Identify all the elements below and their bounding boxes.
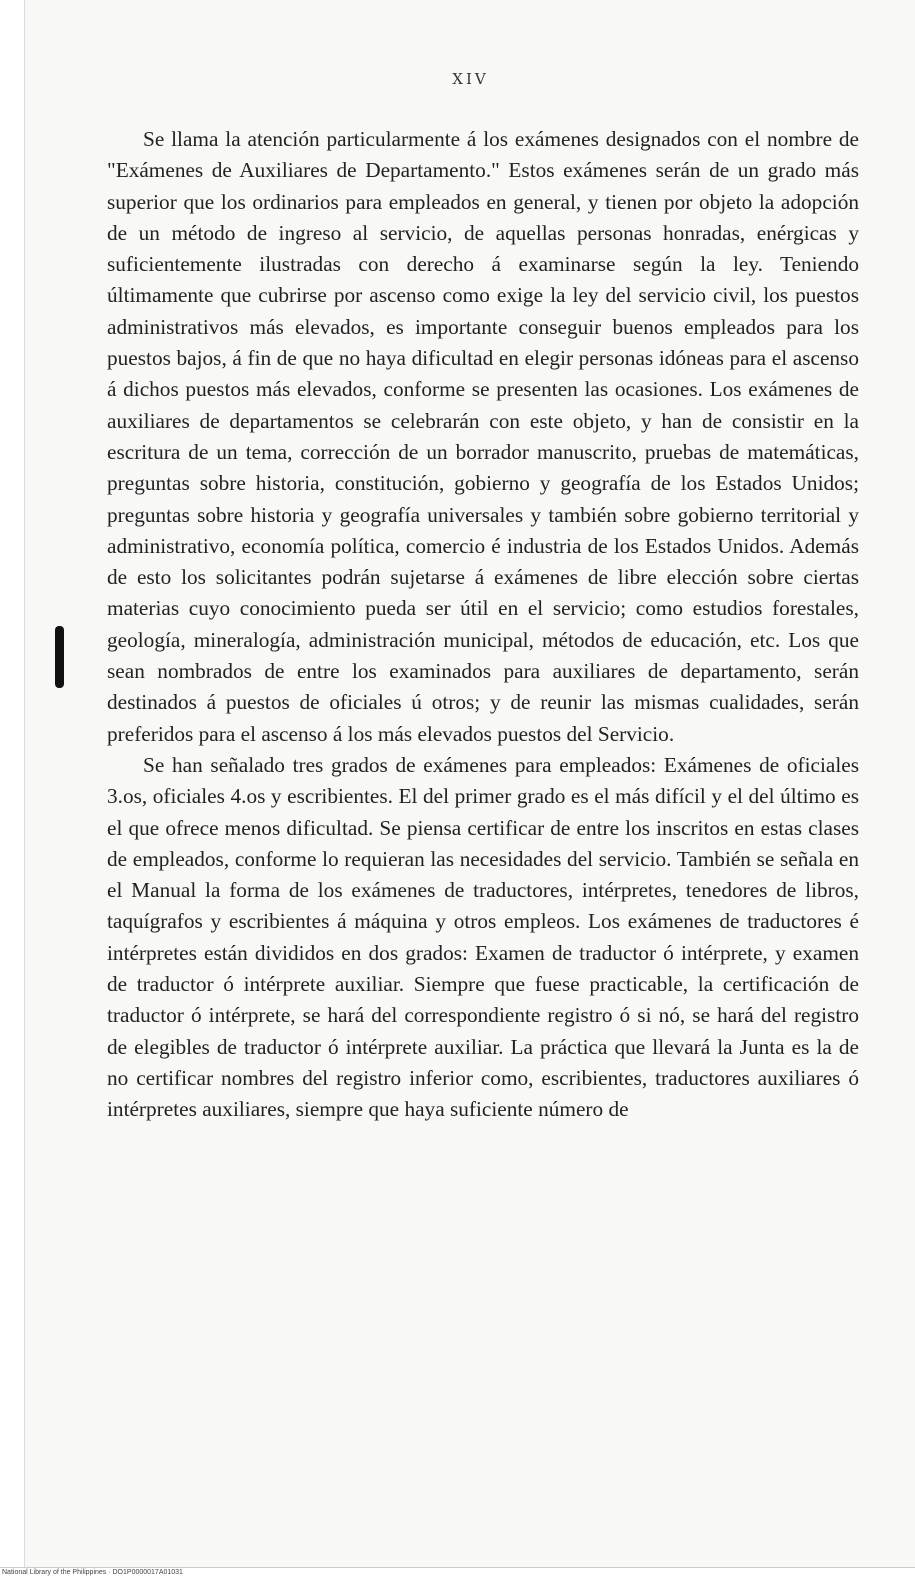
paragraph-grados: Se han señalado tres grados de exámenes para empleados: Exámenes de oficiales 3.os, oficiales 4.os y escribientes. El del primer grado es el más difícil y el del último es el que ofrece menos dificultad. Se piensa certificar de entre los inscritos en estas clases de empleados, conforme lo requieran las necesidades del servicio. También se señala en el Manual la forma de los exámenes de traductores, intérpretes, tenedores de libros, taquígrafos y escribientes á máquina y otros empleos. Los exámenes de traductores é intérpretes están divididos en dos grados: Examen de traductor ó intérprete, y examen de traductor ó intérprete auxiliar. Siempre que fuese practicable, la certificación de traductor ó intérprete, se hará del correspondiente registro ó si nó, se hará del registro de elegibles de traductor ó intérprete auxiliar. La práctica que llevará la Junta es la de no certificar nombres del registro inferior como, escribientes, traductores auxiliares ó intérpretes auxiliares, siempre que haya suficiente número de [107, 752, 859, 1122]
binding-mark [55, 626, 64, 688]
footer-bar [0, 1567, 915, 1581]
scanned-page [24, 0, 915, 1568]
body-text [107, 124, 859, 1126]
paragraph-auxiliares: Se llama la atención particularmente á los exámenes designados con el nombre de "Exámenes de Auxiliares de Departamento." Estos exámenes serán de un grado más superior que los ordinarios para empleados en general, y tienen por objeto la adopción de un método de ingreso al servicio, de aquellas personas honradas, enérgicas y suficientemente ilustradas con derecho á examinarse según la ley. Teniendo últimamente que cubrirse por ascenso como exige la ley del servicio civil, los puestos administrativos más elevados, es importante conseguir buenos empleados para los puestos bajos, á fin de que no haya dificultad en elegir personas idóneas para el ascenso á dichos puestos más elevados, conforme se presenten las ocasiones. Los exámenes de auxiliares de departamentos se celebrarán con este objeto, y han de consistir en la escritura de un tema, corrección de un borrador manuscrito, pruebas de matemáticas, preguntas sobre historia, constitución, gobierno y geografía de los Estados Unidos; preguntas sobre historia y geografía universales y también sobre gobierno territorial y administrativo, economía política, comercio é industria de los Estados Unidos. Además de esto los solicitantes podrán sujetarse á exámenes de libre elección sobre ciertas materias cuyo conocimiento pueda ser útil en el servicio; como estudios forestales, geología, mineralogía, administración municipal, métodos de educación, etc. Los que sean nombrados de entre los examinados para auxiliares de departamento, serán destinados á puestos de oficiales ú otros; y de reunir las mismas cualidades, serán preferidos para el ascenso á los más elevados puestos del Servicio. [107, 127, 859, 746]
page-number: XIV [452, 70, 489, 88]
library-credit: National Library of the Philippines · DO1P0000017A01031 [2, 1569, 183, 1576]
